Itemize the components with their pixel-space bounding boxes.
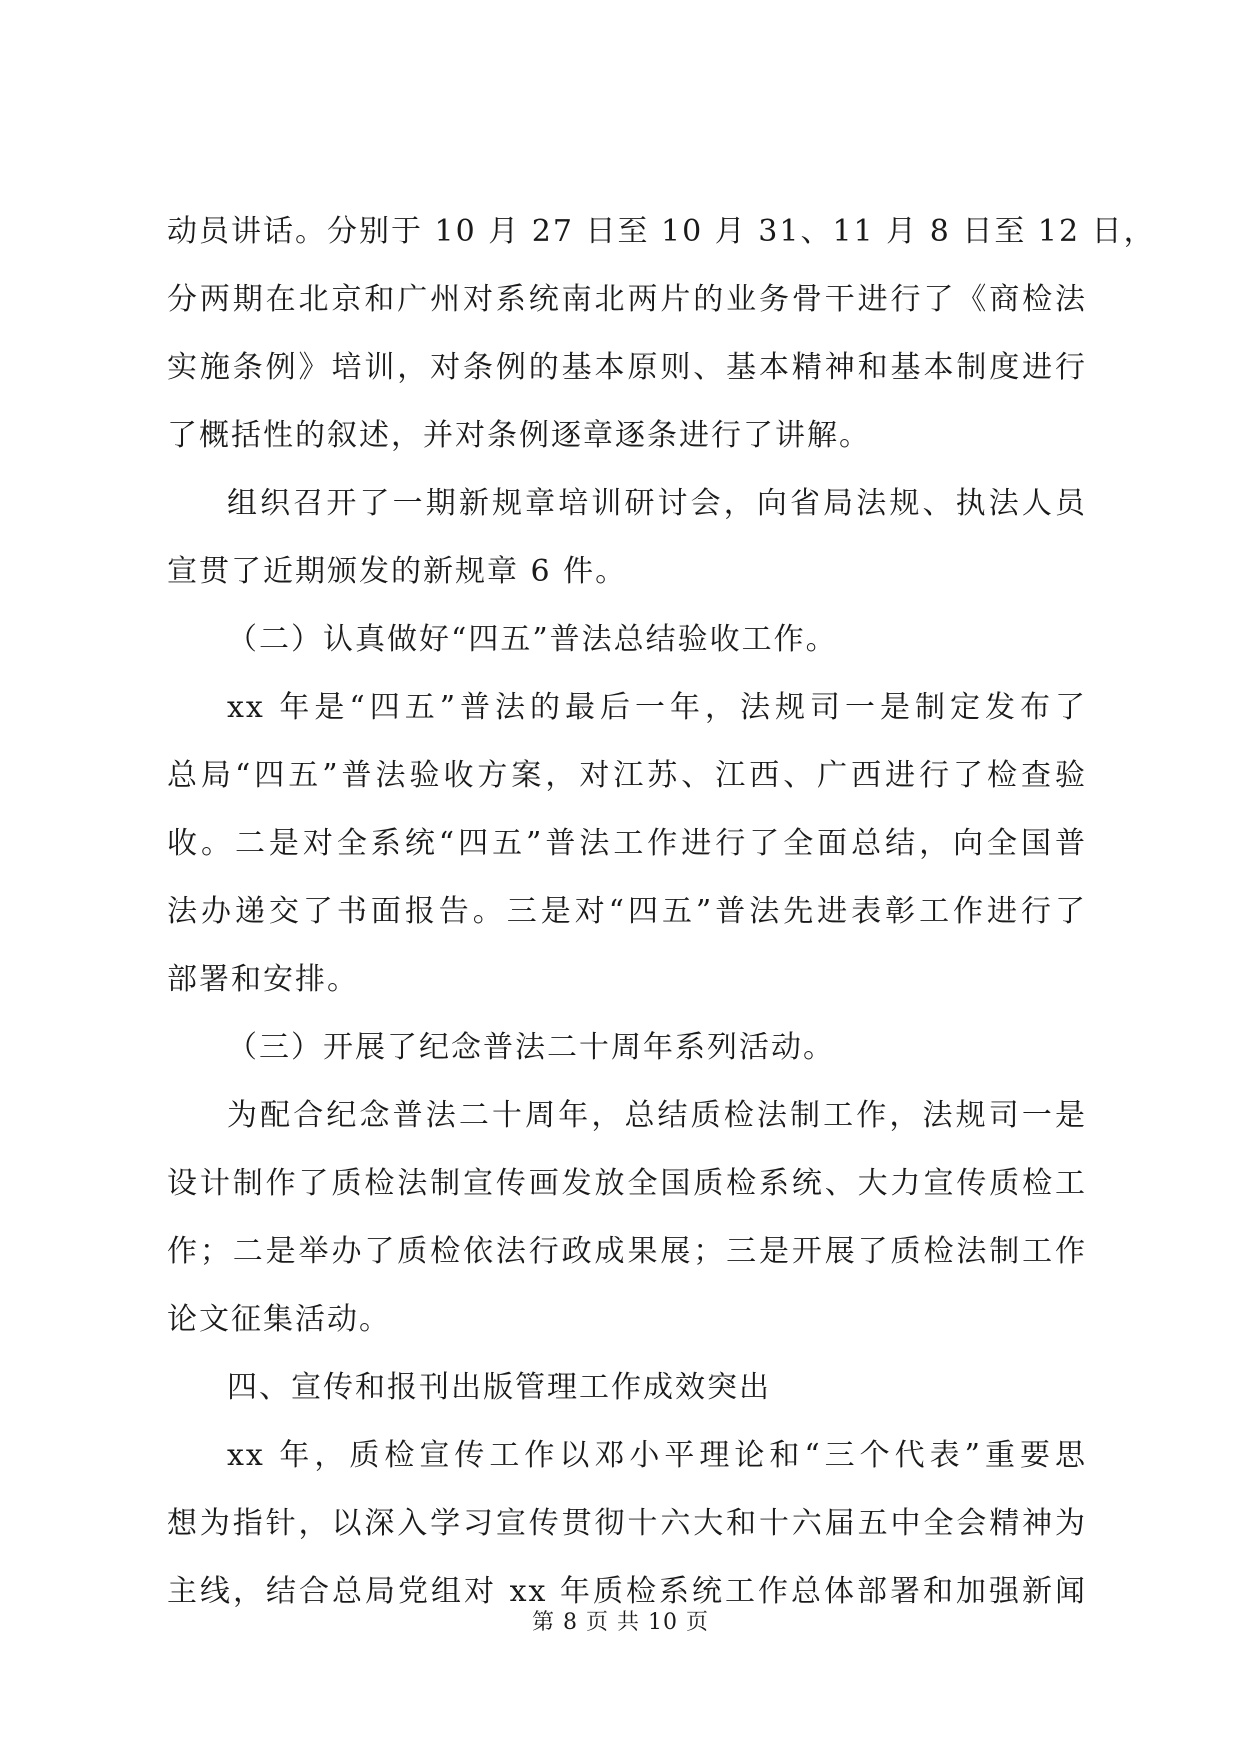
body-line: 收。二是对全系统“四五”普法工作进行了全面总结，向全国普 (167, 826, 1087, 861)
body-line: 设计制作了质检法制宣传画发放全国质检系统、大力宣传质检工 (167, 1166, 1087, 1201)
body-line: 部署和安排。 (167, 962, 359, 997)
body-line: 分两期在北京和广州对系统南北两片的业务骨干进行了《商检法 (167, 282, 1087, 317)
body-line: 动员讲话。分别于 10 月 27 日至 10 月 31、11 月 8 日至 12 日， (167, 214, 1156, 249)
body-line: 论文征集活动。 (167, 1302, 391, 1337)
body-line: 宣贯了近期颁发的新规章 6 件。 (167, 554, 628, 589)
paragraph-first-line: xx 年，质检宣传工作以邓小平理论和“三个代表”重要思 (227, 1438, 1087, 1473)
paragraph-first-line: xx 年是“四五”普法的最后一年，法规司一是制定发布了 (227, 690, 1087, 725)
paragraph-first-line: 为配合纪念普法二十周年，总结质检法制工作，法规司一是 (227, 1098, 1087, 1133)
body-line: 主线，结合总局党组对 xx 年质检系统工作总体部署和加强新闻 (167, 1574, 1087, 1609)
paragraph-first-line: 组织召开了一期新规章培训研讨会，向省局法规、执法人员 (227, 486, 1087, 521)
body-line: 总局“四五”普法验收方案，对江苏、江西、广西进行了检查验 (167, 758, 1087, 793)
section-heading: 四、宣传和报刊出版管理工作成效突出 (227, 1370, 771, 1405)
page-footer: 第 8 页 共 10 页 (532, 1610, 709, 1635)
body-line: 作；二是举办了质检依法行政成果展；三是开展了质检法制工作 (167, 1234, 1087, 1269)
body-line: 实施条例》培训，对条例的基本原则、基本精神和基本制度进行 (167, 350, 1087, 385)
section-heading: （三）开展了纪念普法二十周年系列活动。 (227, 1030, 835, 1065)
body-line: 想为指针，以深入学习宣传贯彻十六大和十六届五中全会精神为 (167, 1506, 1087, 1541)
section-heading: （二）认真做好“四五”普法总结验收工作。 (227, 622, 838, 657)
body-line: 了概括性的叙述，并对条例逐章逐条进行了讲解。 (167, 418, 871, 453)
body-line: 法办递交了书面报告。三是对“四五”普法先进表彰工作进行了 (167, 894, 1087, 929)
